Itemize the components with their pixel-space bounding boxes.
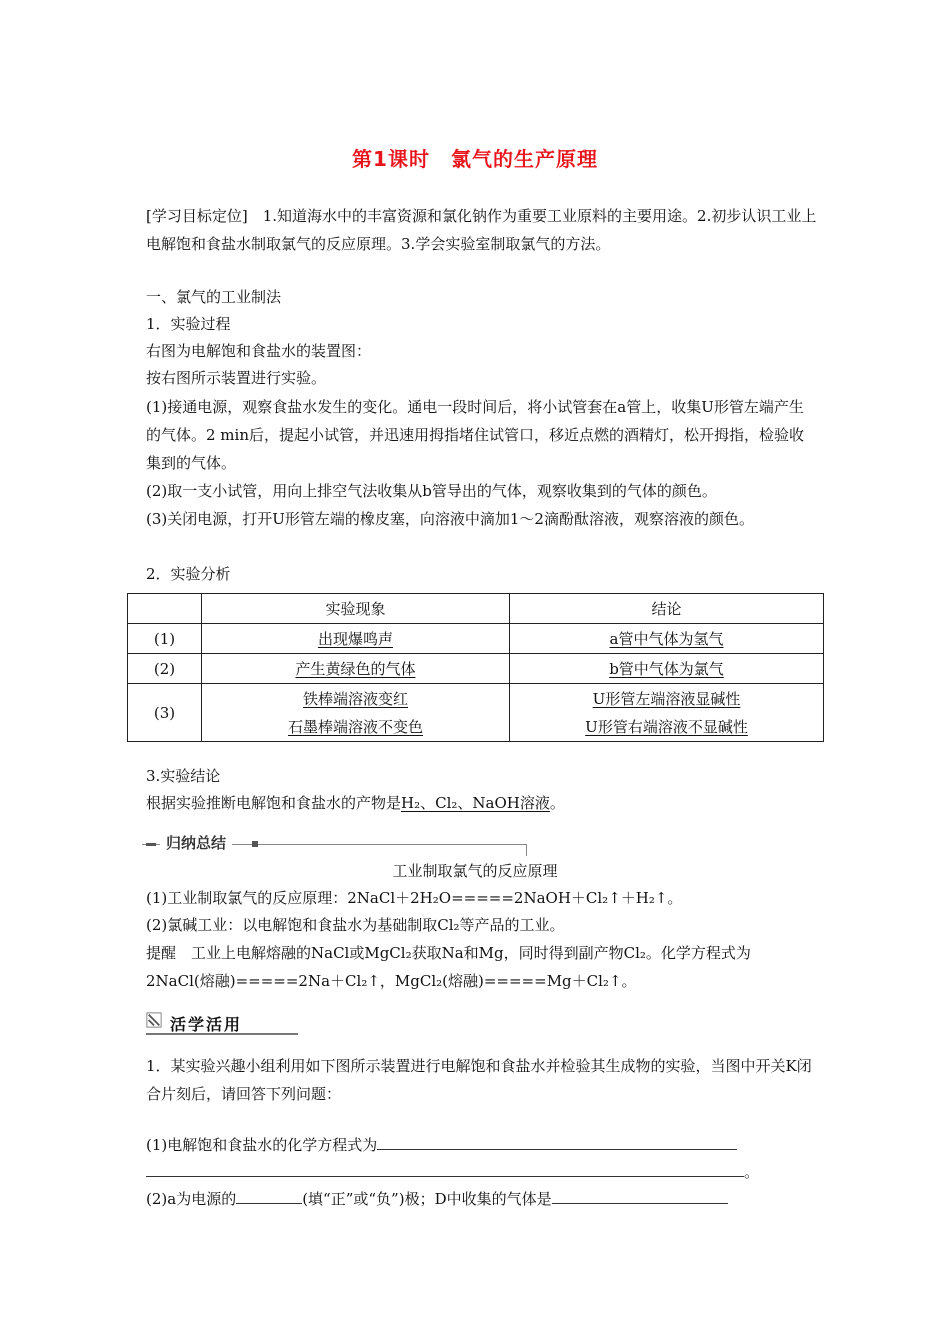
question-part: [146, 1187, 728, 1210]
summary-label: 归纳总结: [160, 832, 232, 853]
conclusion: U形管左端溶液显碱性: [592, 689, 741, 708]
divider: [526, 844, 527, 856]
page-title: 第1课时 氯气的生产原理: [352, 147, 598, 171]
tip-text: 提醒 工业上电解熔融的NaCl或MgCl₂获取Na和Mg，同时得到副产物Cl₂。化学方程式为: [146, 944, 751, 962]
experiment-table: [127, 593, 824, 742]
question-part-text: (2)a为电源的: [146, 1190, 237, 1208]
learning-objectives: [学习目标定位] 1.知道海水中的丰富资源和氯化钠作为重要工业原料的主要用途。2.初步认识工业上电解饱和食盐水制取氯气的反应原理。3.学会实验室制取氯气的方法。: [146, 207, 817, 253]
conclusion-suffix: 。: [549, 794, 565, 812]
summary-badge: [142, 830, 527, 858]
table-row: [128, 624, 824, 654]
question-text: 1．某实验兴趣小组利用如下图所示装置进行电解饱和食盐水并检验其生成物的实验，当图中开关K闭合片刻后，请回答下列问题：: [146, 1057, 812, 1103]
row-id: (3): [128, 684, 202, 742]
conclusion-answer: H₂、Cl₂、NaOH溶液: [401, 794, 550, 812]
answer-blank[interactable]: [377, 1133, 737, 1150]
intro-text: 按右图所示装置进行实验。: [146, 369, 327, 387]
answer-blank[interactable]: [146, 1160, 744, 1177]
summary-text: (1)工业制取氯气的反应原理：2NaCl＋2H₂O=====2NaOH＋Cl₂↑＋H₂↑。: [146, 889, 683, 907]
subsection-heading: 3.实验结论: [146, 767, 221, 785]
table-header-row: [128, 594, 824, 624]
question-part-text: (1)电解饱和食盐水的化学方程式为: [146, 1136, 378, 1154]
section-heading: 一、氯气的工业制法: [146, 288, 282, 306]
phenomenon: 石墨棒端溶液不变色: [287, 717, 423, 736]
phenomenon: 铁棒端溶液变红: [302, 689, 408, 708]
table-header: [128, 594, 202, 624]
practice-label: 活学活用: [170, 1015, 243, 1034]
question-part: [146, 1133, 737, 1156]
answer-blank[interactable]: [552, 1187, 728, 1204]
conclusion: U形管右端溶液不显碱性: [585, 717, 748, 736]
conclusion-text: [146, 792, 565, 814]
intro-text: 右图为电解饱和食盐水的装置图：: [146, 342, 372, 360]
row-id: (2): [128, 654, 202, 684]
procedure-step: (3)关闭电源，打开U形管左端的橡皮塞，向溶液中滴加1～2滴酚酞溶液，观察溶液的颜色。: [146, 510, 754, 528]
stripe-icon: [146, 1012, 162, 1028]
table-row: [128, 684, 824, 742]
table-row: [128, 654, 824, 684]
question-part-text: (填“正”或“负”)极；D中收集的气体是: [302, 1190, 552, 1208]
answer-blank[interactable]: [236, 1187, 302, 1204]
square-icon: [252, 841, 258, 847]
conclusion: b管中气体为氯气: [609, 660, 724, 678]
practice-badge: [146, 1012, 298, 1036]
table-header: 实验现象: [202, 594, 510, 624]
phenomenon: 出现爆鸣声: [317, 630, 393, 648]
procedure-step: (2)取一支小试管，用向上排空气法收集从b管导出的气体，观察收集到的气体的颜色。: [146, 482, 717, 500]
row-id: (1): [128, 624, 202, 654]
tip-equation: 2NaCl(熔融)=====2Na＋Cl₂↑，MgCl₂(熔融)=====Mg＋Cl₂↑。: [146, 972, 637, 990]
question-part: [146, 1160, 759, 1183]
phenomenon: 产生黄绿色的气体: [295, 660, 416, 678]
conclusion-prefix: 根据实验推断电解饱和食盐水的产物是: [146, 794, 402, 812]
divider: [146, 1033, 298, 1035]
subsection-heading: 2．实验分析: [146, 565, 231, 583]
subsection-heading: 1．实验过程: [146, 315, 231, 333]
dash-icon: [146, 843, 156, 846]
question-part-end: 。: [744, 1163, 760, 1181]
summary-subtitle: 工业制取氯气的反应原理: [392, 862, 558, 880]
summary-text: (2)氯碱工业：以电解饱和食盐水为基础制取Cl₂等产品的工业。: [146, 916, 565, 934]
table-header: 结论: [510, 594, 824, 624]
procedure-step: (1)接通电源，观察食盐水发生的变化。通电一段时间后，将小试管套在a管上，收集U形管左端产生的气体。2 min后，提起小试管，并迅速用拇指堵住试管口，移近点燃的酒精灯，松开拇指，检验收集到的气体。: [146, 398, 804, 472]
conclusion: a管中气体为氢气: [609, 630, 724, 648]
